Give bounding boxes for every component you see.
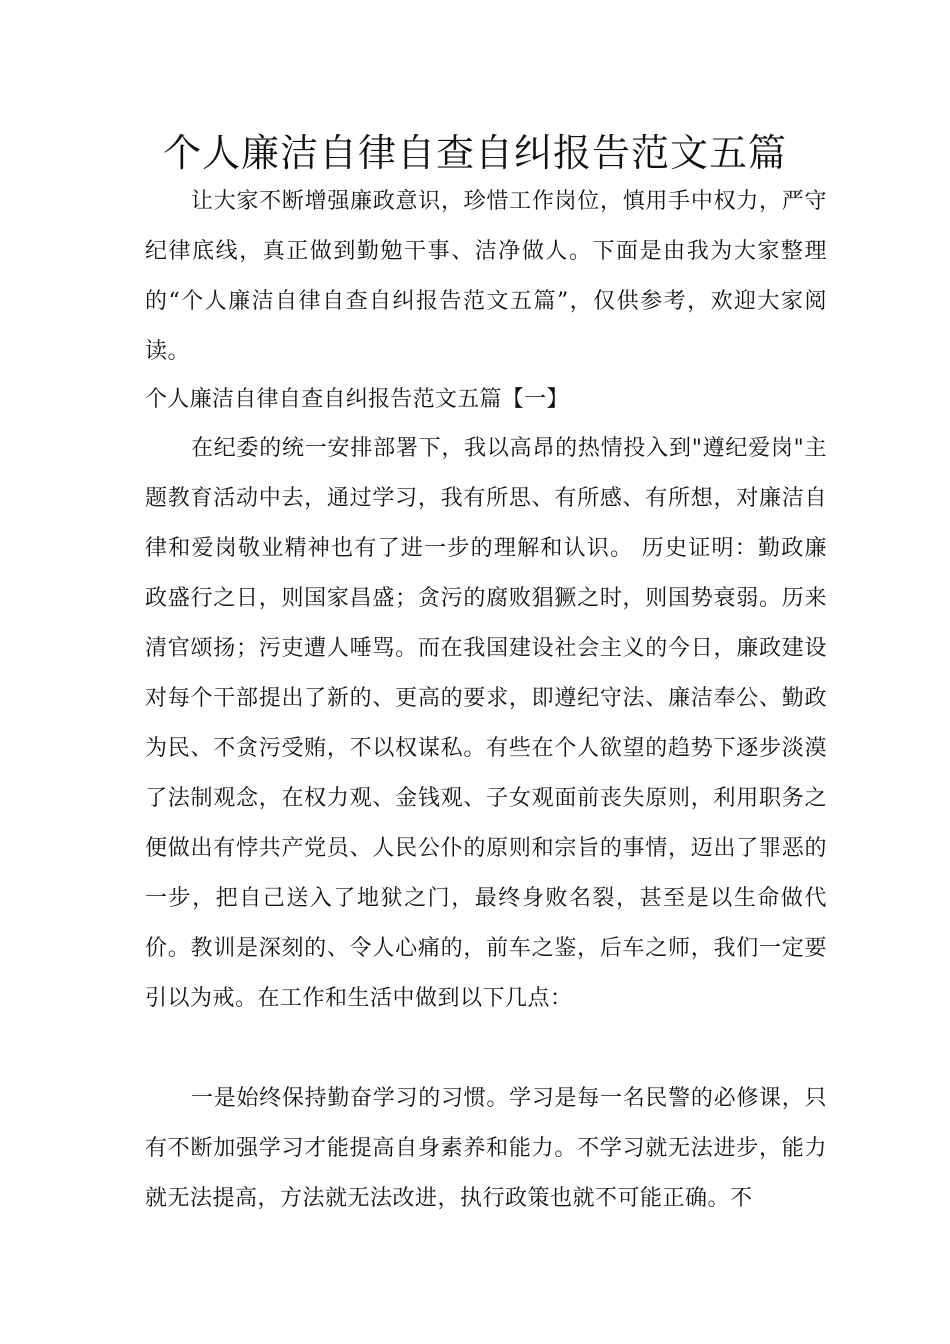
- section-heading: 个人廉洁自律自查自纠报告范文五篇【一】: [145, 387, 569, 412]
- body-paragraph: 在纪委的统一安排部署下，我以高昂的热情投入到"遵纪爱岗"主题教育活动中去，通过学习，我有所思、有所感、有所想，对廉洁自律和爱岗敬业精神也有了进一步的理解和认识。 历史证明：勤政廉政盛行之日，则国家昌盛；贪污的腐败猖獗之时，则国势衰弱。历来清官颂扬；污吏遭人唾骂。而在我国建设社会主义的今日，廉政建设对每个干部提出了新的、更高的要求，即遵纪守法、廉洁奉公、勤政为民、不贪污受贿，不以权谋私。有些在个人欲望的趋势下逐步淡漠了法制观念，在权力观、金钱观、子女观面前丧失原则，利用职务之便做出有悖共产党员、人民公仆的原则和宗旨的事情，迈出了罪恶的一步，把自己送入了地狱之门，最终身败名裂，甚至是以生命做代价。教训是深刻的、令人心痛的，前车之鉴，后车之师，我们一定要引以为戒。在工作和生活中做到以下几点：: [145, 436, 827, 1011]
- document-title: 个人廉洁自律自查自纠报告范文五篇: [162, 131, 787, 175]
- intro-paragraph: 让大家不断增强廉政意识，珍惜工作岗位，慎用手中权力，严守纪律底线，真正做到勤勉干事、洁净做人。下面是由我为大家整理的“个人廉洁自律自查自纠报告范文五篇”，仅供参考，欢迎大家阅读。: [145, 189, 827, 364]
- body-paragraph: 一是始终保持勤奋学习的习惯。学习是每一名民警的必修课，只有不断加强学习才能提高自身素养和能力。不学习就无法进步，能力就无法提高，方法就无法改进，执行政策也就不可能正确。不: [145, 1086, 827, 1211]
